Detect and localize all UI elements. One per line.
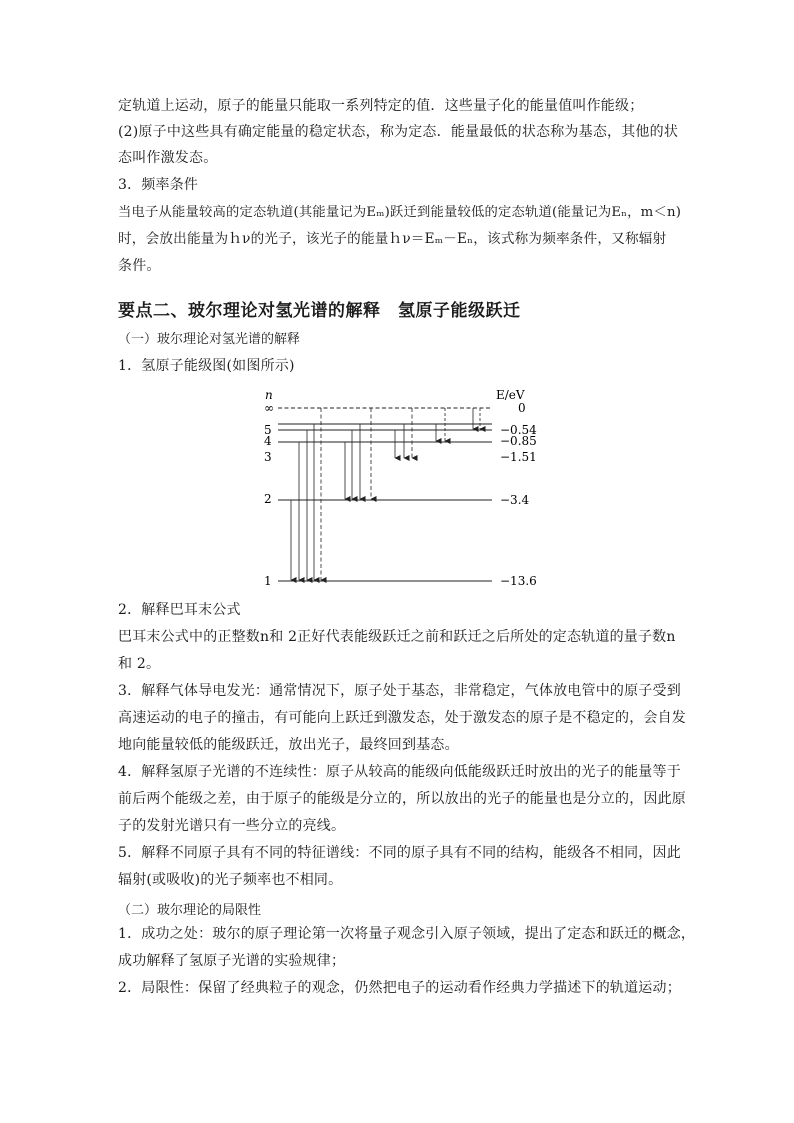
level-energy-label: −0.85 [500,434,537,448]
paragraph-line: 2．局限性：保留了经典粒子的观念，仍然把电子的运动看作经典力学描述下的轨道运动； [118,980,681,996]
level-n-label: 3 [264,450,272,464]
paragraph-line: 5．解释不同原子具有不同的特征谱线：不同的原子具有不同的结构，能级各不相同，因此 [118,845,681,861]
paragraph-line: 辐射(或吸收)的光子频率也不相同。 [118,872,343,888]
paragraph-line: 4．解释氢原子光谱的不连续性：原子从较高的能级向低能级跃迁时放出的光子的能量等于 [118,764,681,780]
paragraph-line: 1．成功之处：玻尔的原子理论第一次将量子观念引入原子领域，提出了定态和跃迁的概念， [118,926,696,942]
level-n-label: 4 [264,434,272,448]
level-energy-label: −0.54 [500,423,537,437]
paragraph-line: 1．氢原子能级图(如图所示) [118,358,295,374]
paragraph-line: 地向能量较低的能级跃迁，放出光子，最终回到基态。 [118,737,459,753]
energy-axis-label: E/eV [496,388,525,402]
subsection-heading: （一）玻尔理论对氢光谱的解释 [118,332,301,347]
paragraph-line: 前后两个能级之差，由于原子的能级是分立的，所以放出的光子的能量也是分立的，因此原 [118,791,686,807]
section-title: 要点二、玻尔理论对氢光谱的解释 氢原子能级跃迁 [118,301,521,321]
energy-level-diagram [250,385,550,590]
level-energy-label: −13.6 [500,574,537,588]
level-energy-label: 0 [518,401,526,415]
paragraph-line: 巴耳末公式中的正整数n和 2正好代表能级跃迁之前和跃迁之后所处的定态轨道的量子数n [118,629,676,645]
level-n-label: 1 [264,574,272,588]
paragraph-line: 2．解释巴耳末公式 [118,602,241,618]
paragraph-line: 当电子从能量较高的定态轨道(其能量记为Eₘ)跃迁到能量较低的定态轨道(能量记为Eₙ，m＜n) [118,205,682,220]
paragraph-line: 成功解释了氢原子光谱的实验规律； [118,953,346,969]
paragraph-line: 子的发射光谱只有一些分立的亮线。 [118,818,346,834]
paragraph-line: 时，会放出能量为ｈν的光子，该光子的能量ｈν＝Eₘ－Eₙ，该式称为频率条件，又称辐射 [118,231,667,247]
paragraph-line: 高速运动的电子的撞击，有可能向上跃迁到激发态，处于激发态的原子是不稳定的，会自发 [118,710,686,726]
paragraph-line: 态叫作激发态。 [118,150,218,166]
paragraph-line: 定轨道上运动，原子的能量只能取一系列特定的值．这些量子化的能量值叫作能级； [118,98,644,114]
level-n-label: 5 [264,423,272,437]
subsection-heading: （二）玻尔理论的局限性 [118,903,262,918]
level-n-label: ∞ [264,401,274,415]
level-n-label: 2 [264,492,272,506]
paragraph-line: 和 2。 [118,656,161,672]
level-energy-label: −3.4 [500,493,530,507]
paragraph-line: 条件。 [118,258,161,274]
n-axis-label: n [265,388,273,402]
paragraph-line: (2)原子中这些具有确定能量的稳定状态，称为定态．能量最低的状态称为基态，其他的状 [118,124,679,140]
paragraph-line: 3．解释气体导电发光：通常情况下，原子处于基态，非常稳定，气体放电管中的原子受到 [118,683,681,699]
paragraph-line: 3．频率条件 [118,177,199,193]
level-energy-label: −1.51 [500,450,537,464]
